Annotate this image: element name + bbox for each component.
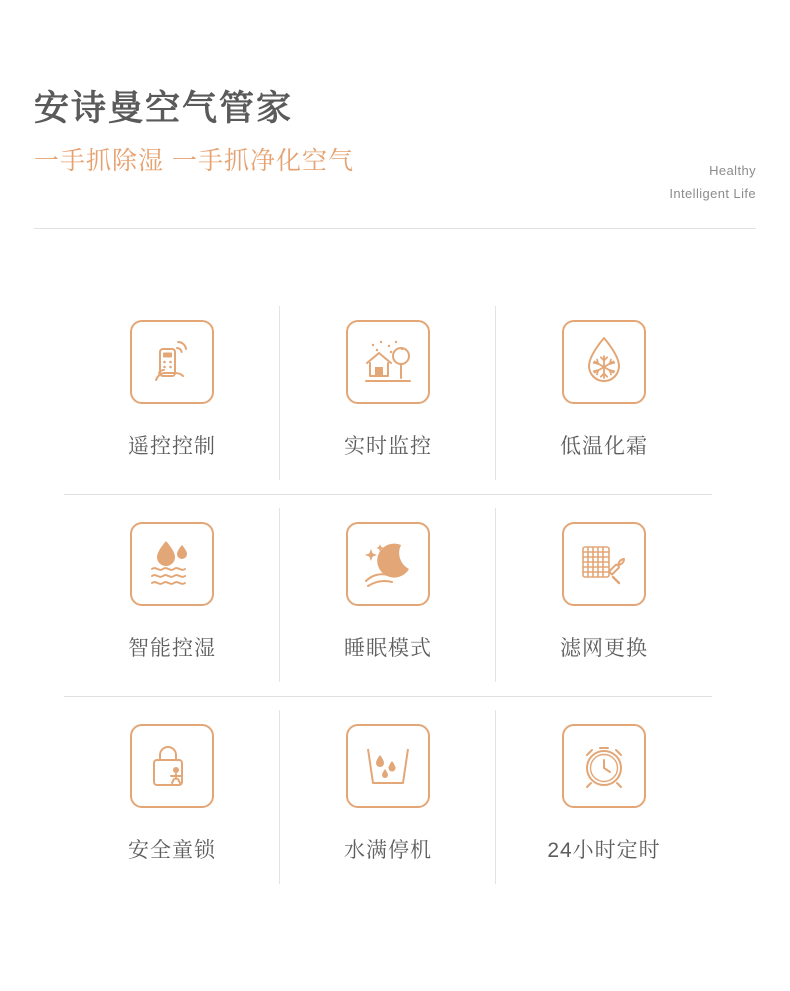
page-subtitle: 一手抓除湿 一手抓净化空气 [34, 147, 354, 175]
eyebrow-text [669, 160, 756, 206]
feature-label: 24小时定时 [547, 839, 661, 862]
low-temp-defrost-icon [581, 335, 627, 389]
feature-cell [280, 292, 496, 494]
feature-cell [496, 494, 712, 696]
full-water-stop-icon [362, 741, 414, 791]
eyebrow-line-2: Intelligent Life [669, 185, 756, 201]
feature-cell [64, 494, 280, 696]
sleep-mode-icon [361, 539, 415, 589]
feature-grid [64, 292, 712, 898]
feature-cell [64, 696, 280, 898]
filter-replace-icon [577, 539, 631, 589]
page-title: 安诗曼空气管家 [34, 89, 294, 128]
icon-frame [562, 724, 646, 808]
feature-cell [280, 696, 496, 898]
icon-frame [130, 522, 214, 606]
smart-humidity-icon [146, 539, 198, 589]
feature-label: 安全童锁 [128, 839, 216, 862]
icon-frame [130, 724, 214, 808]
feature-cell [496, 292, 712, 494]
feature-cell [280, 494, 496, 696]
page-header [34, 88, 756, 201]
feature-label: 滤网更换 [560, 637, 648, 660]
eyebrow-line-1: Healthy [709, 163, 756, 178]
icon-frame [130, 320, 214, 404]
real-time-monitor-icon [361, 336, 415, 388]
icon-frame [562, 320, 646, 404]
feature-label: 睡眠模式 [344, 637, 432, 660]
remote-control-icon [146, 336, 198, 388]
child-lock-icon [146, 740, 198, 792]
feature-label: 水满停机 [344, 839, 432, 862]
icon-frame [346, 320, 430, 404]
icon-frame [562, 522, 646, 606]
feature-cell [64, 292, 280, 494]
feature-label: 智能控湿 [128, 637, 216, 660]
feature-cell [496, 696, 712, 898]
feature-label: 实时监控 [344, 435, 432, 458]
icon-frame [346, 724, 430, 808]
feature-label: 遥控控制 [128, 435, 216, 458]
24-hour-timer-icon [578, 740, 630, 792]
icon-frame [346, 522, 430, 606]
feature-label: 低温化霜 [560, 435, 648, 458]
header-divider [34, 228, 756, 229]
